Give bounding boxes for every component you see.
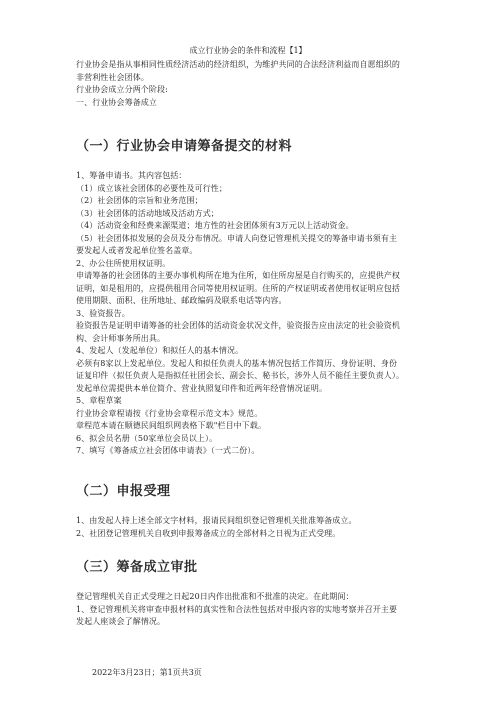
document-title: 成立行业协会的条件和流程【1】 (189, 46, 307, 55)
section-line: 6、拟会员名册（50家单位会员以上）。 (76, 433, 218, 443)
section-line: 3、验资报告。 (76, 308, 130, 318)
section-1-body (76, 170, 422, 458)
intro-block (76, 59, 422, 109)
section-2-body (76, 515, 422, 540)
section-line: 要发起人或者发起单位签名盖章。 (76, 246, 198, 255)
intro-line: 一、行业协会筹备成立 (76, 97, 157, 107)
section-line: （5）社会团体拟发展的会员及分布情况。申请人向登记管理机关提交的筹备申请书须有主 (76, 233, 398, 243)
section-line: （2）社会团体的宗旨和业务范围； (76, 196, 203, 205)
section-heading-1 (76, 139, 422, 155)
section-line: 2、办公住所使用权证明。 (76, 258, 171, 268)
section-line: （3）社会团体的活动地域及活动方式； (76, 208, 219, 218)
section-line: 1、筹备申请书。其内容包括： (76, 171, 187, 180)
section-line: （1）成立该社会团体的必要性及可行性； (76, 183, 227, 193)
section-line: 7、填写《筹备成立社会团体申请表》（一式二份）。 (76, 446, 260, 455)
section-line: 1、登记管理机关将审查申报材料的真实性和合法性包括对申报内容的实地考察并召开主要 (76, 604, 398, 614)
section-line: 验资报告是证明申请筹备的社会团体的活动资金状况文件，验资报告应由法定的社会验资机 (76, 321, 400, 330)
intro-line: 行业协会是指从事相同性质经济活动的经济组织，为维护共同的合法经济利益而自愿组织的 (76, 60, 400, 69)
intro-line: 非营利性社会团体。 (76, 72, 149, 82)
intro-line: 行业协会成立分两个阶段: (76, 85, 168, 94)
section-line: （4）活动资金和经费来源渠道；地方性的社会团体须有3万元以上活动资金。 (76, 221, 354, 230)
section-line: 4、发起人（发起单位）和拟任人的基本情况。 (76, 346, 244, 355)
section-line: 发起人座谈会了解情况。 (76, 617, 166, 626)
section-line: 证明，如是租用的，应提供租用合同等使用权证明。住所的产权证明或者使用权证明应包括 (76, 283, 400, 293)
section-line: 证复印件（拟任负责人是指拟任社团会长、副会长、秘书长，涉外人员不能任主要负责人）。 (76, 371, 405, 380)
section-heading-text: （二）申报受理 (76, 484, 171, 499)
section-3-body (76, 591, 422, 629)
section-line: 必须有8家以上发起单位。发起人和拟任负责人的基本情况包括工作简历、身份证明、身份 (76, 358, 398, 368)
section-line: 使用期限、面积、住所地址、邮政编码及联系电话等内容。 (76, 296, 287, 305)
section-line: 1、由发起人持上述全部文字材料，报请民间组织登记管理机关批准筹备成立。 (76, 516, 357, 525)
section-line: 章程范本请在顺德民间组织网表格下载"栏目中下载。 (76, 421, 267, 430)
section-line: 5、章程草案 (76, 396, 122, 405)
section-line: 申请筹备的社会团体的主要办事机构所在地为住所，如住所房屋是自行购买的，应提供产权 (76, 271, 400, 280)
section-line: 构、会计师事务所出具。 (76, 333, 166, 343)
section-heading-text: （三）筹备成立审批 (76, 560, 198, 575)
section-heading-2 (76, 484, 422, 500)
section-line: 发起单位需提供本单位简介、营业执照复印件和近两年经营情况证明。 (76, 383, 328, 393)
section-heading-text: （一）行业协会申请筹备提交的材料 (76, 139, 293, 154)
section-heading-3 (76, 560, 422, 576)
section-line: 登记管理机关自正式受理之日起20日内作出批准和不批准的决定。在此期间： (76, 592, 354, 601)
page-footer: 2022年3月23日；第1页共3页 (92, 668, 202, 677)
section-line: 2、社团登记管理机关自收到申报筹备成立的全部材料之日视为正式受理。 (76, 528, 341, 538)
section-line: 行业协会章程请按《行业协会章程示范文本》规范。 (76, 408, 263, 418)
